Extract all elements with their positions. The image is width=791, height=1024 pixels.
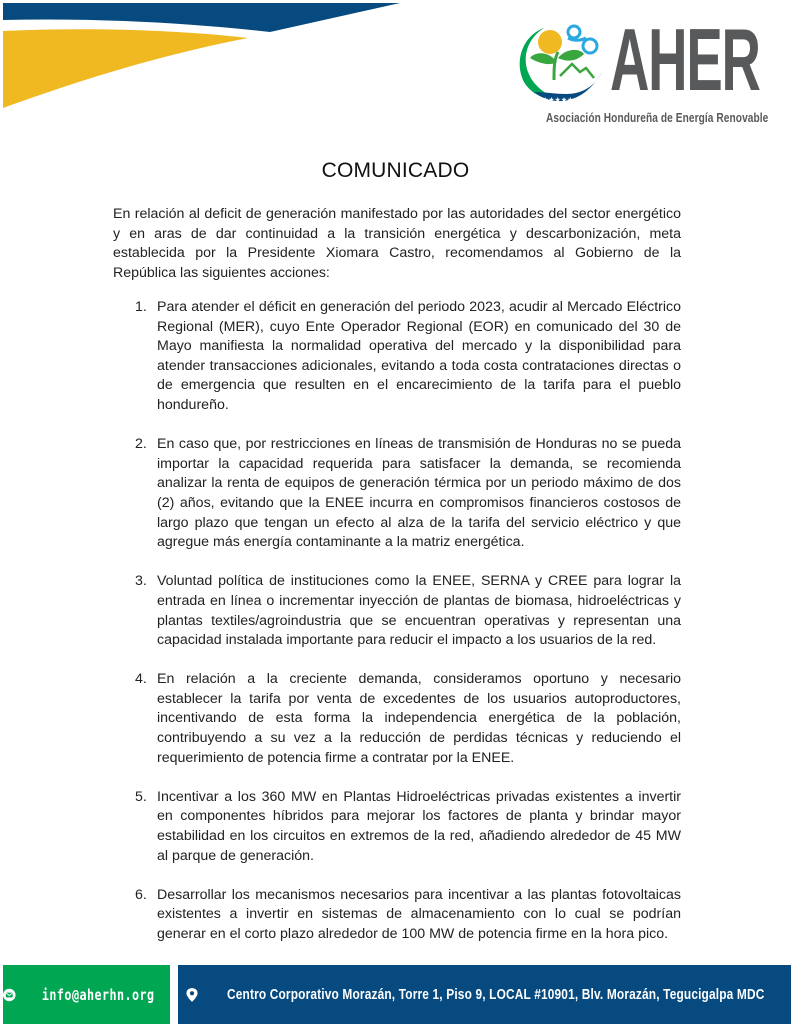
map-pin-icon	[186, 987, 198, 1003]
action-item	[113, 670, 681, 768]
action-item	[113, 572, 681, 650]
action-item	[113, 435, 681, 553]
action-number: 1.	[135, 299, 147, 315]
action-item	[113, 788, 681, 866]
header-decoration	[0, 0, 420, 120]
yellow-swoosh	[3, 29, 248, 108]
aher-logo	[514, 10, 769, 130]
action-number: 3.	[135, 573, 147, 590]
action-text: En caso que, por restricciones en líneas de transmisión de Honduras no se pueda importar la capacidad requerida para satisfacer la demanda, se recomienda analizar la renta de equipos de generación térmica por un periodo máximo de dos (2) años, evitando que la ENEE incurra en compromisos financieros costosos de largo plazo que tengan un efecto al alza de la tarifa del servicio eléctrico y que agregue más energía contaminante a la matriz energética.	[157, 436, 681, 551]
action-text: Incentivar a los 360 MW en Plantas Hidroeléctricas privadas existentes a invertir en componentes híbridos para mejorar los factores de planta y brindar mayor estabilidad en los circuitos en extremos de la red, añadiendo alrededor de 45 MW al parque de generación.	[157, 788, 681, 864]
action-number: 6.	[135, 886, 147, 903]
action-number: 5.	[135, 788, 147, 805]
intro-paragraph: En relación al deficit de generación manifestado por las autoridades del sector energético y en aras de dar continuidad a la transición energética y descarbonización, meta establecida por la Presidente Xiomara Castro, recomendamos al Gobierno de la República las siguientes acciones:	[113, 206, 681, 281]
navy-swoosh	[3, 3, 400, 32]
action-item	[113, 298, 681, 416]
logo-wordmark: AHER	[610, 10, 760, 109]
envelope-icon	[3, 988, 16, 1002]
footer-address	[178, 965, 791, 1024]
actions-list	[113, 298, 681, 945]
document-title: COMUNICADO	[321, 159, 470, 182]
action-text: Desarrollar los mecanismos necesarios para incentivar a las plantas fotovoltaicas existentes a invertir en sistemas de almacenamiento con lo cual se podrían generar en el corto plazo alrededor de 100 MW de potencia firme en la hora pico.	[157, 886, 681, 942]
svg-text:★★★★★: ★★★★★	[542, 96, 574, 104]
action-number: 4.	[135, 671, 147, 688]
logo-tagline: Asociación Hondureña de Energía Renovable	[546, 110, 769, 125]
action-text: Voluntad política de instituciones como la ENEE, SERNA y CREE para lograr la entrada en línea o incrementar inyección de plantas de biomasa, hidroeléctricas y plantas textiles/agroindustria que se encuentran operativas y representan una capacidad instalada importante para reducir el impacto a los usuarios de la red.	[157, 573, 681, 649]
aher-logo-icon	[514, 22, 606, 108]
action-text: En relación a la creciente demanda, consideramos oportuno y necesario establecer la tarifa por venta de excedentes de los usuarios autoproductores, incentivando de esta forma la independencia energética de la población, contribuyendo a su vez a la reducción de perdidas técnicas y reduciendo el requerimiento de potencia firme a contratar por la ENEE.	[157, 671, 681, 766]
address-text: Centro Corporativo Morazán, Torre 1, Piso 9, LOCAL #10901, Blv. Morazán, Tegucigalpa MDC	[226, 986, 765, 1003]
action-number: 2.	[135, 436, 147, 453]
action-text: Para atender el déficit en generación del periodo 2023, acudir al Mercado Eléctrico Regional (MER), cuyo Ente Operador Regional (EOR) en comunicado del 30 de Mayo manifiesta la normalidad operativa del mercado y la disponibilidad para atender transacciones adicionales, evitando a toda costa contrataciones directas o de emergencia que resulten en el encarecimiento de la tarifa para el pueblo hondureño.	[157, 299, 681, 413]
action-item	[113, 886, 681, 945]
email-link[interactable]: info@aherhn.org	[41, 985, 155, 1004]
footer-email	[3, 965, 170, 1024]
